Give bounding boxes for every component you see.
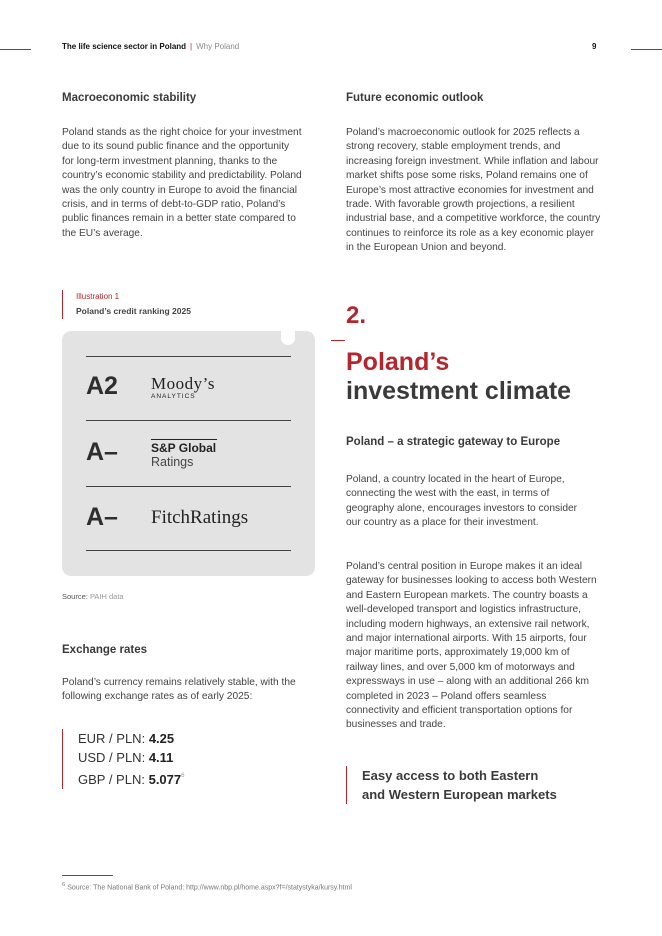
footnote-text[interactable]: Source: The National Bank of Poland: http://www.nbp.pl/home.aspx?f=/statystyka/kursy.html bbox=[67, 884, 352, 892]
header-title: The life science sector in Poland bbox=[62, 42, 187, 51]
divider bbox=[86, 420, 291, 421]
divider bbox=[86, 486, 291, 487]
footnote bbox=[62, 882, 352, 891]
callout-quote bbox=[346, 766, 602, 804]
section-marker-rule bbox=[331, 340, 345, 341]
sp-name: S&P Global bbox=[151, 441, 217, 455]
illustration-source bbox=[62, 592, 124, 601]
header-separator: | bbox=[190, 42, 193, 51]
illustration-title: Poland’s credit ranking 2025 bbox=[76, 306, 191, 316]
margin-rule-left bbox=[0, 49, 31, 50]
margin-rule-right bbox=[631, 49, 662, 50]
sp-global-logo bbox=[151, 439, 217, 470]
section-number: 2. bbox=[346, 302, 367, 329]
rate-value: 4.25 bbox=[148, 731, 175, 746]
header-subtitle: Why Poland bbox=[196, 42, 240, 51]
moodys-logo bbox=[151, 376, 215, 401]
moodys-name: Moody’s bbox=[151, 374, 215, 393]
running-header bbox=[62, 42, 239, 51]
fitch-logo: FitchRatings bbox=[151, 507, 249, 528]
callout-line-1: Easy access to both Eastern bbox=[362, 768, 539, 783]
credit-ranking-panel bbox=[62, 331, 315, 576]
source-label: Source: bbox=[62, 592, 88, 601]
illustration-label bbox=[62, 290, 191, 319]
callout-line-2: and Western European markets bbox=[362, 787, 557, 802]
rate-value: 5.077 bbox=[148, 772, 182, 787]
footnote-ref[interactable]: 6 bbox=[181, 773, 185, 779]
section-title-dark: investment climate bbox=[346, 377, 572, 405]
gateway-heading: Poland – a strategic gateway to Europe bbox=[346, 436, 561, 448]
gateway-para-2: Poland’s central position in Europe makes it an ideal gateway for businesses looking to access both Western and Eastern European markets. The country boasts a well-developed transport and logistics infrastructure, including modern highways, an extensive rail network, and major international airports. With 15 airports, four major maritime ports, approximately 19,000 km of railway lines, and over 5,000 km of motorways and expressways in use – along with an additional 266 km completed in 2023 – Poland offers seamless connectivity and efficient transportation options for businesses and trade. bbox=[346, 561, 597, 731]
section-title bbox=[346, 348, 571, 406]
rate-eur bbox=[78, 729, 184, 748]
macro-text: Poland stands as the right choice for your investment due to its sound public finance and the opportunity for long-term investment planning, thanks to the country’s economic stability and predictability. Poland was the only country in Europe to avoid the financial crisis, and in terms of debt-to-GDP ratio, Poland’s public finances remain in a better state compared to the EU’s average. bbox=[62, 127, 302, 239]
exchange-rates bbox=[62, 729, 184, 789]
outlook-heading: Future economic outlook bbox=[346, 92, 484, 104]
section-title-red: Poland’s bbox=[346, 348, 450, 376]
exchange-text: Poland’s currency remains relatively stable, with the following exchange rates as of early 2025: bbox=[62, 677, 296, 703]
sp-sub: Ratings bbox=[151, 455, 194, 469]
rate-gbp bbox=[78, 767, 184, 789]
exchange-heading: Exchange rates bbox=[62, 644, 148, 656]
rate-pair: EUR / PLN: bbox=[78, 731, 146, 746]
moodys-sub: ANALYTICS bbox=[151, 393, 196, 400]
source-value: PAIH data bbox=[89, 592, 124, 601]
gateway-para-1: Poland, a country located in the heart of Europe, connecting the west with the east, in terms of geography alone, encourages investors to consider our country as a place for their investment. bbox=[346, 474, 578, 529]
page-number: 9 bbox=[592, 42, 597, 51]
divider bbox=[86, 550, 291, 551]
macro-heading: Macroeconomic stability bbox=[62, 92, 197, 104]
rating-fitch: A– bbox=[86, 503, 118, 531]
illustration-number: Illustration 1 bbox=[76, 292, 120, 301]
rate-pair: USD / PLN: bbox=[78, 750, 146, 765]
footnote-marker: 6 bbox=[62, 882, 66, 888]
panel-notch bbox=[281, 331, 295, 345]
divider bbox=[86, 356, 291, 357]
outlook-text: Poland’s macroeconomic outlook for 2025 reflects a strong recovery, stable employment trends, and increasing foreign investment. While inflation and labour market shifts pose some risks, Poland remains one of Europe’s most attractive economies for investment and trade. With favorable growth projections, a resilient industrial base, and a competitive workforce, the country continues to reinforce its role as a key economic player in the European Union and beyond. bbox=[346, 127, 601, 254]
rating-sp: A– bbox=[86, 438, 118, 466]
rating-moodys: A2 bbox=[86, 372, 118, 400]
rate-usd bbox=[78, 748, 184, 767]
rate-pair: GBP / PLN: bbox=[78, 772, 145, 787]
rate-value: 4.11 bbox=[148, 750, 174, 765]
footnote-rule bbox=[62, 875, 113, 876]
